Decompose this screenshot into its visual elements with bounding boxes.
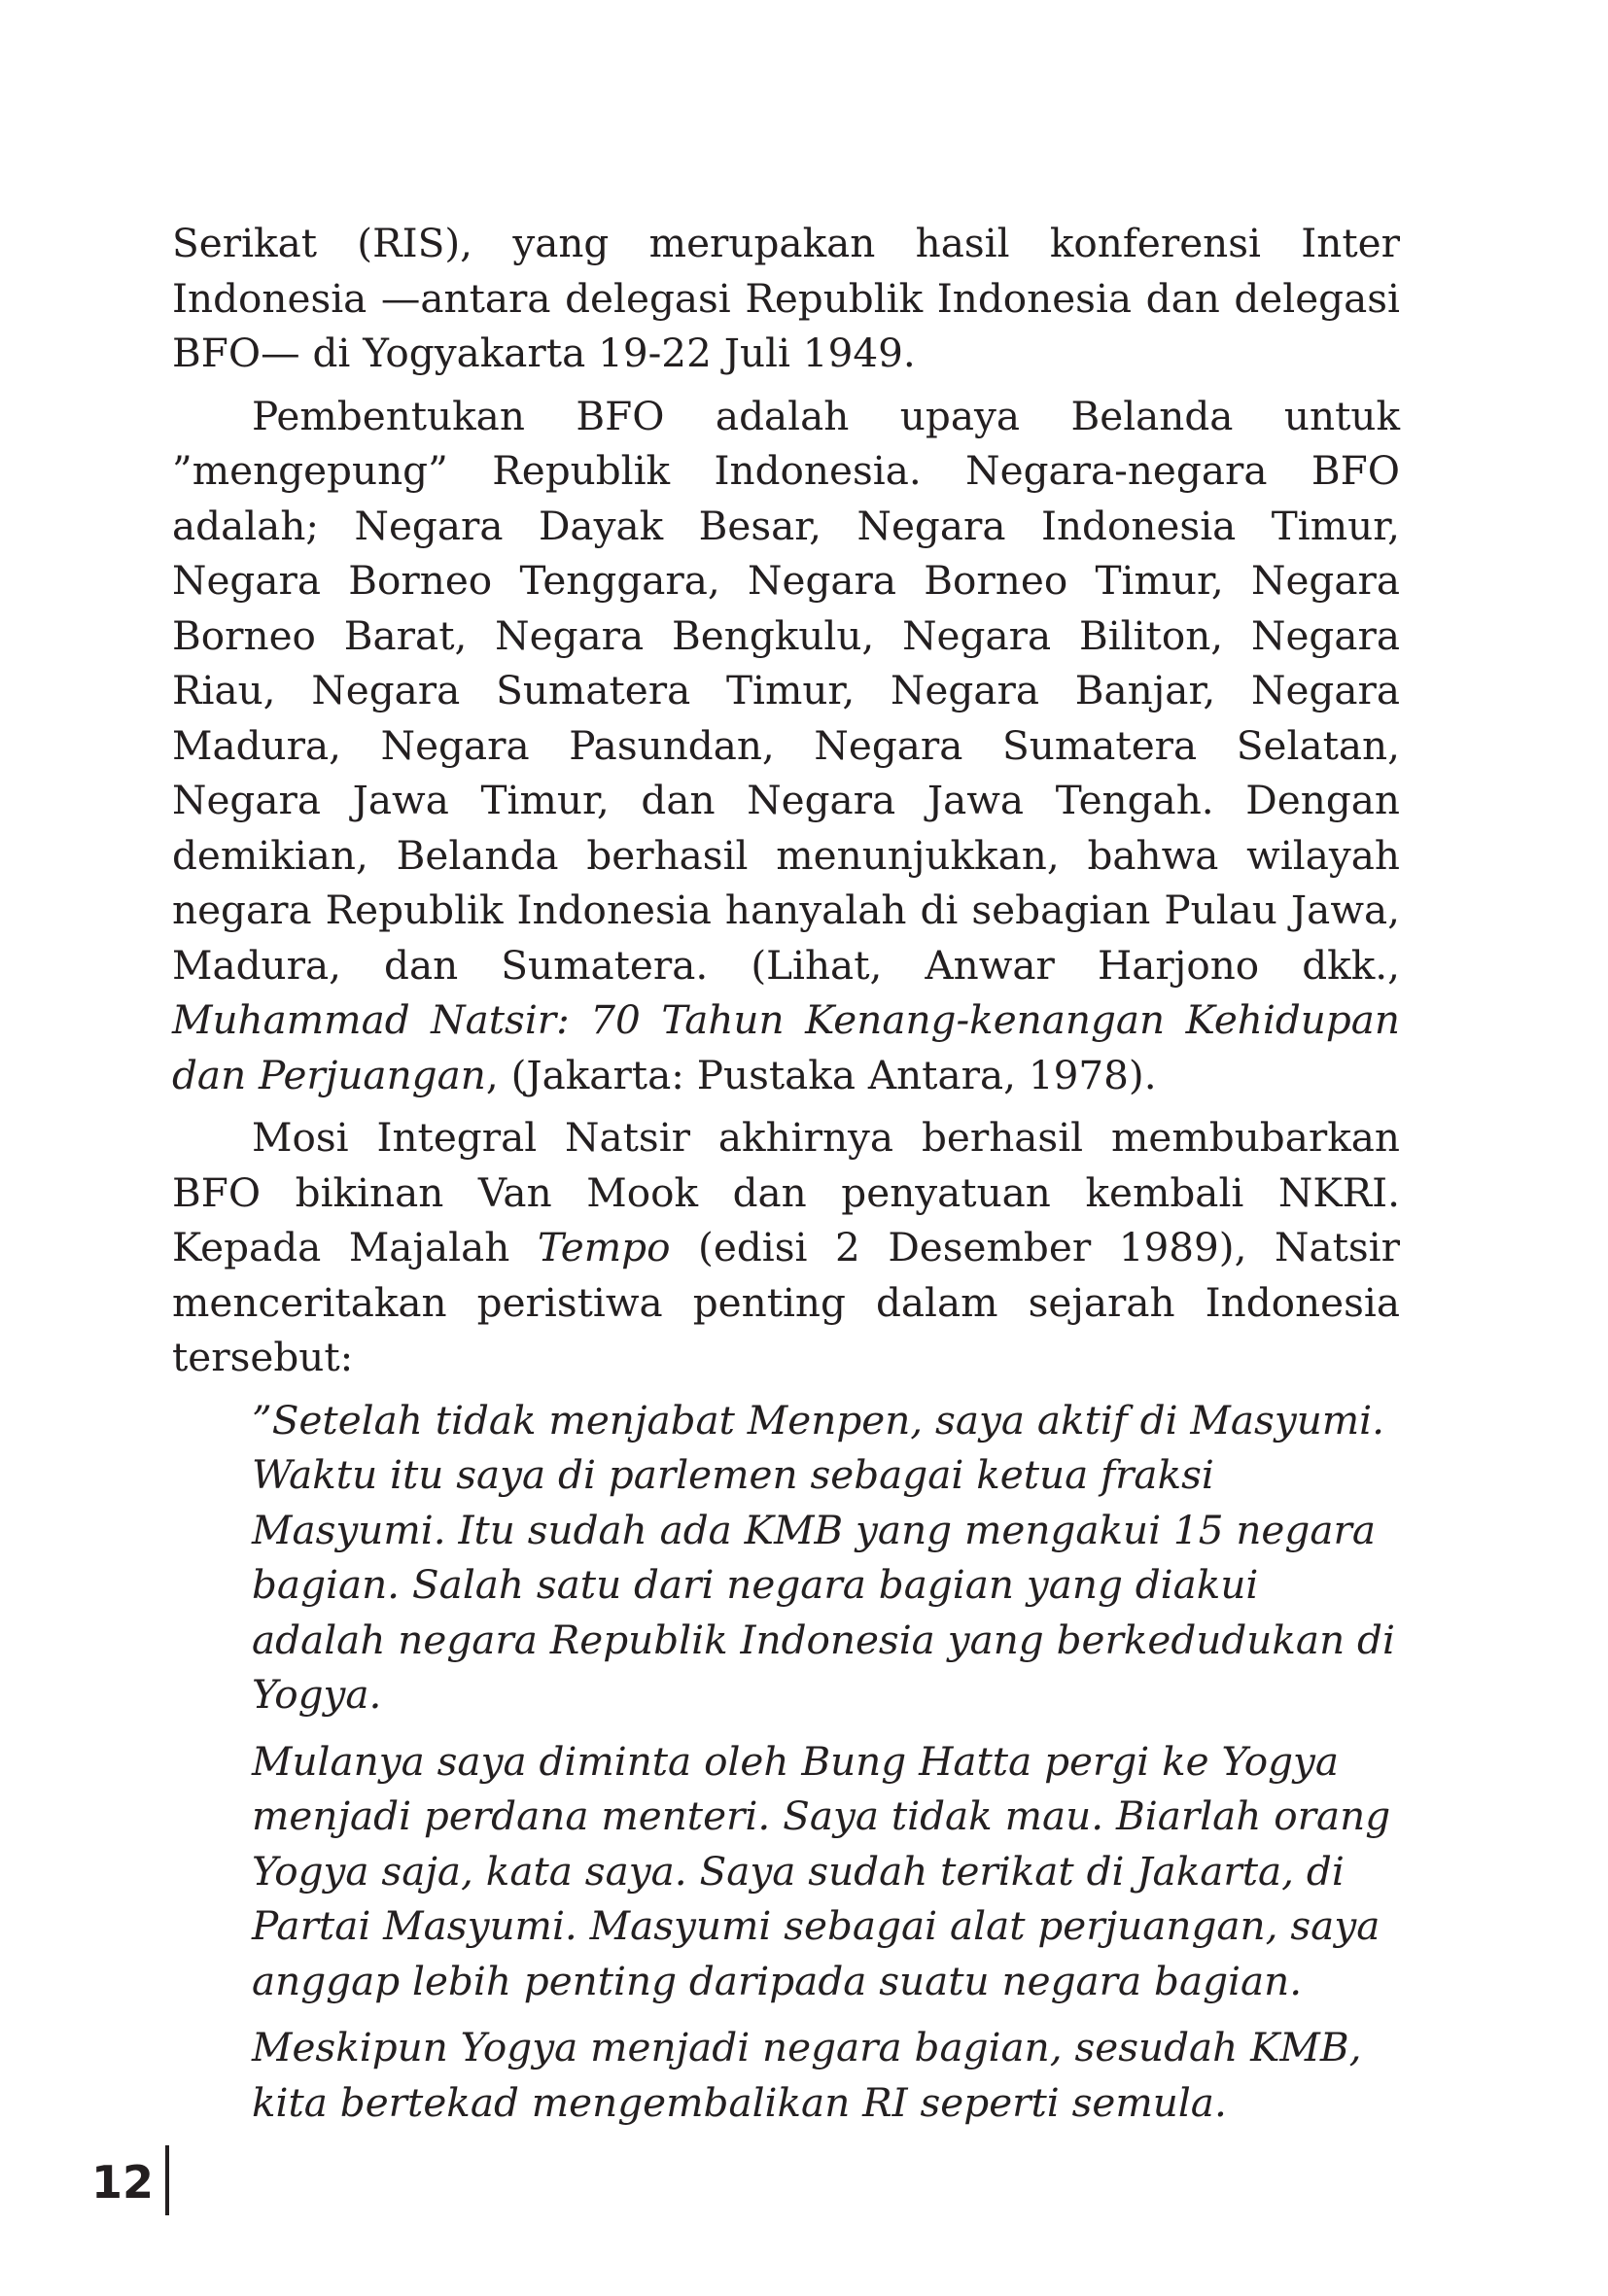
quote-paragraph-1: ”Setelah tidak menjabat Menpen, saya aktif di Masyumi. Waktu itu saya di parlemen sebagai ketua fraksi Masyumi. Itu sudah ada KMB yang mengakui 15 negara bagian. Salah satu dari negara bagian yang diakui adalah negara Republik Indonesia yang berkedudukan di Yogya. [252, 1396, 1395, 1718]
citation-publisher: , (Jakarta: Pustaka Antara, 1978). [485, 1051, 1157, 1098]
page-number: 12 [91, 2156, 155, 2209]
paragraph-bfo [172, 389, 1400, 1103]
paragraph-mosi-text: Mosi Integral Natsir akhirnya berhasil membubarkan BFO bikinan Van Mook dan penyatuan kembali NKRI. Kepada Majalah [172, 1114, 1400, 1270]
book-title: Muhammad Natsir: 70 Tahun Kenang-kenangan Kehidupan dan Perjuangan [172, 996, 1400, 1098]
paragraph-mosi-text-end: (edisi 2 Desember 1989), Natsir menceritakan peristiwa penting dalam sejarah Indonesia tersebut: [172, 1224, 1400, 1380]
page-number-divider [165, 2145, 169, 2215]
quote-paragraph-2: Mulanya saya diminta oleh Bung Hatta pergi ke Yogya menjadi perdana menteri. Saya tidak mau. Biarlah orang Yogya saja, kata saya. Saya sudah terikat di Jakarta, di Partai Masyumi. Masyumi sebagai alat perjuangan, saya anggap lebih penting daripada suatu negara bagian. [252, 1737, 1391, 2004]
quote-paragraph-3: Meskipun Yogya menjadi negara bagian, sesudah KMB, kita bertekad mengembalikan RI seperti semula. [252, 2024, 1362, 2126]
magazine-title: Tempo [537, 1224, 671, 1270]
page-body [172, 216, 1400, 2141]
paragraph-ris: Serikat (RIS), yang merupakan hasil konferensi Inter Indonesia —antara delegasi Republik Indonesia dan delegasi BFO— di Yogyakarta 19-22 Juli 1949. [172, 220, 1400, 376]
paragraph-bfo-text: Pembentukan BFO adalah upaya Belanda untuk ”mengepung” Republik Indonesia. Negara-negara BFO adalah; Negara Dayak Besar, Negara Indonesia Timur, Negara Borneo Tenggara, Negara Borneo Timur, Negara Borneo Barat, Negara Bengkulu, Negara Biliton, Negara Riau, Negara Sumatera Timur, Negara Banjar, Negara Madura, Negara Pasundan, Negara Sumatera Selatan, Negara Jawa Timur, dan Negara Jawa Tengah. Dengan demikian, Belanda berhasil menunjukkan, bahwa wilayah negara Republik Indonesia hanyalah di sebagian Pulau Jawa, Madura, dan Sumatera. (Lihat, Anwar Harjono dkk., [172, 392, 1400, 989]
paragraph-mosi-integral [172, 1110, 1400, 1385]
